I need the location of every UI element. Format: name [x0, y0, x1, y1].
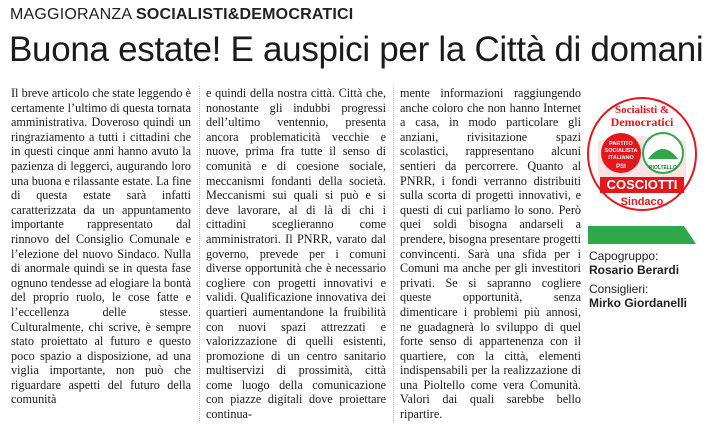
logo-party-line-2: SOCIALISTA	[604, 148, 638, 154]
kicker-party: SOCIALISTI&DEMOCRATICI	[135, 6, 354, 23]
article-column-1: Il breve articolo che state leggendo è certamente l’ultimo di questa tornata amministrativa. Doveroso quindi un ringraziamento a tutti i cittadini che in questi cinque anni hanno avuto la pazienza di leggerci, augurando loro una buona e rilassante estate. La fine di questa estate sarà infatti caratterizzata da un appuntamento importante rappresentato dal rinnovo del Consiglio Comunale e l’elezione del nuovo Sindaco. Nulla di anormale quindi se in questa fase ognuno tendesse ad elogiare la bontà del proprio ruolo, le cose fatte e l’eccellenza delle stesse. Culturalmente, chi scrive, è sempre stato proiettato al futuro e questo poco spazio a disposizione, ad una viglia importante, non può che riguardare aspetti del futuro della comunità	[11, 86, 191, 407]
council-group-box	[589, 249, 704, 315]
logo-psi-label: PSI	[616, 164, 626, 170]
group-leader-name: Rosario Berardi	[589, 263, 680, 277]
group-leader-label: Capogruppo:	[589, 249, 659, 263]
logo-top-text: Socialisti &	[614, 104, 670, 116]
column-divider	[393, 86, 394, 421]
councillors-name: Mirko Giordanelli	[589, 296, 688, 310]
logo-party-line-3: ITALIANO	[608, 155, 634, 161]
kicker-prefix: MAGGIORANZA	[10, 6, 132, 23]
column-divider	[199, 86, 200, 421]
logo-middle-text: Democratici	[610, 115, 674, 129]
logo-candidate-role: Sindaco	[620, 196, 664, 208]
section-kicker	[10, 6, 353, 24]
page-title: Buona estate! E auspici per la Città di domani	[9, 30, 704, 69]
article-column-2: e quindi della nostra città. Città che, nonostante gli indubbi progressi dell’ultimo ventennio, presenta ancora problematicità vecchie e nuove, prima fra tutte il senso di comunità e di coesione sociale, meccanismi fondanti della società. Meccanismi sui quali si può e si deve lavorare, al di là di chi i cittadini sceglieranno come amministratori. Il PNRR, varato dal governo, prevede per i comuni diverse opportunità che è necessario cogliere con progetti innovativi e validi. Qualificazione innovativa dei quartieri aumentandone la fruibilità con nuovi spazi attrezzati e valorizzazione di quelli esistenti, promozione di un centro sanitario multiservizi di prossimità, città come luogo della comunicazione con piazze digitali dove proiettare continua-	[206, 86, 386, 422]
article-column-3: mente informazioni raggiungendo anche coloro che non hanno Internet a casa, in modo particolare gli anziani, rivisitazione spazi scolastici, rappresentano alcuni sentieri da percorrere. Quanto al PNRR, i fondi verranno distribuiti sulla scorta di progetti innovativi, e questi di cui parliamo lo sono. Però quei soldi bisogna andarseli a prendere, bisogna presentare progetti convincenti. Sarà una sfida per i Comuni ma anche per gli investitori privati. Se si sapranno cogliere queste opportunità, senza dimenticare i problemi più annosi, ne guadagnerà lo sviluppo di quel forte senso di appartenenza con il quartiere, con la città, elementi indispensabili per la realizzazione di una Pioltello come vera Comunità. Valori dai quali sarebbe bello ripartire.	[400, 86, 581, 422]
councillors-label: Consiglieri:	[589, 282, 649, 296]
logo-party-line-1: PARTITO	[609, 141, 633, 147]
logo-candidate-name: COSCIOTTI	[606, 177, 678, 192]
party-logo	[586, 95, 698, 213]
green-accent-bar	[588, 226, 696, 244]
logo-civic-text: PIOLTELLO	[649, 165, 677, 171]
